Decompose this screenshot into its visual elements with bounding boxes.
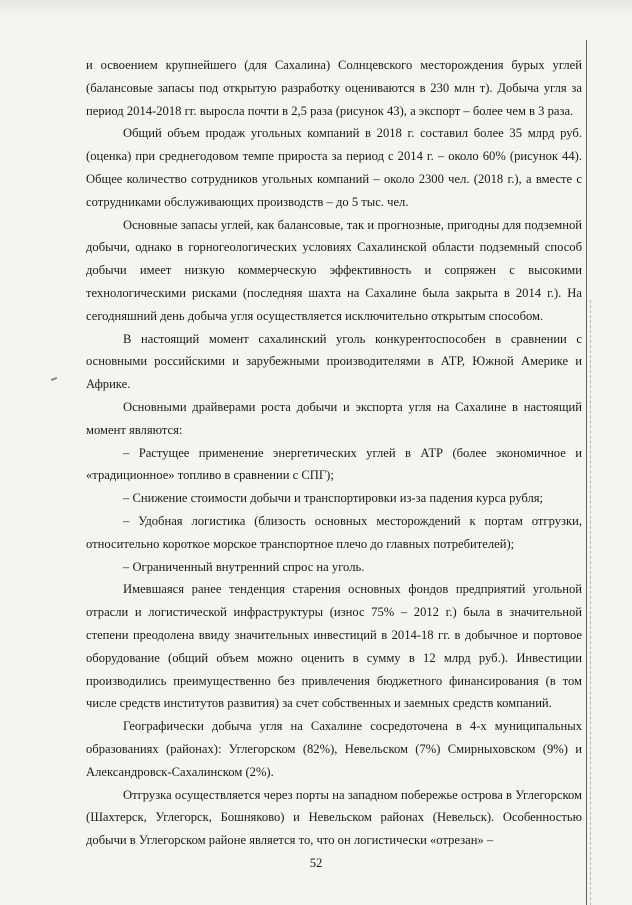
list-item: – Ограниченный внутренний спрос на уголь. — [123, 559, 365, 574]
paragraph: Географически добыча угля на Сахалине сосредоточена в 4-х муниципальных образованиях (районах): Углегорском (82%), Невельском (7%) Смирныховском (9%) и Александровск-Сахалинском (2%). — [86, 719, 582, 779]
page-number: 52 — [309, 856, 323, 870]
paragraph: Основными драйверами роста добычи и экспорта угля на Сахалине в настоящий момент являются: — [86, 399, 582, 437]
page-fold-shadow — [590, 300, 591, 905]
scan-shadow — [0, 0, 632, 18]
list-item: – Растущее применение энергетических углей в АТР (более экономичное и «традиционное» топливо в сравнении с СПГ); — [86, 445, 582, 483]
paragraph: Имевшаяся ранее тенденция старения основных фондов предприятий угольной отрасли и логистической инфраструктуры (износ 75% – 2012 г.) была в значительной степени преодолена ввиду значительных инвестиций в 2014-18 гг. в добычное и портовое оборудование (общий объем можно оценить в сумму в 12 млрд руб.). Инвестиции производились преимущественно без привлечения бюджетного финансирования (в том числе средств институтов развития) за счет собственных и заемных средств компаний. — [86, 582, 582, 711]
paragraph: Отгрузка осуществляется через порты на западном побережье острова в Углегорском (Шахтерск, Углегорск, Бошняково) и Невельском районах (Невельск). Особенностью добычи в Углегорском районе является то, что он логистически «отрезан» – — [86, 787, 582, 848]
paragraph: Основные запасы углей, как балансовые, так и прогнозные, пригодны для подземной добычи, однако в горногеологических условиях Сахалинской области подземный способ добычи имеет низкую коммерческую эффективность и сопряжен с высокими технологическими рисками (последняя шахта на Сахалине была закрыта в 2014 г.). На сегодняшний день добыча угля осуществляется исключительно открытым способом. — [86, 217, 582, 323]
page-fold-edge — [586, 40, 587, 905]
list-item: – Удобная логистика (близость основных месторождений к портам отгрузки, относительно короткое морское транспортное плечо до главных потребителей); — [86, 513, 582, 551]
list-item: – Снижение стоимости добычи и транспортировки из-за падения курса рубля; — [123, 491, 544, 506]
document-body — [86, 54, 582, 852]
paragraph: Общий объем продаж угольных компаний в 2018 г. составил более 35 млрд руб. (оценка) при среднегодовом темпе прироста за период с 2014 г. – около 60% (рисунок 44). Общее количество сотрудников угольных компаний – около 2300 чел. (2018 г.), а вместе с сотрудниками обслуживающих производств – до 5 тыс. чел. — [86, 126, 582, 209]
scan-speck — [51, 377, 57, 381]
paragraph: и освоением крупнейшего (для Сахалина) Солнцевского месторождения бурых углей (балансовые запасы под открытую разработку оцениваются в 230 млн т). Добыча угля за период 2014-2018 гг. выросла почти в 2,5 раза (рисунок 43), а экспорт – более чем в 3 раза. — [86, 58, 582, 118]
paragraph: В настоящий момент сахалинский уголь конкурентоспособен в сравнении с основными российскими и зарубежными производителями в АТР, Южной Америке и Африке. — [86, 331, 582, 392]
